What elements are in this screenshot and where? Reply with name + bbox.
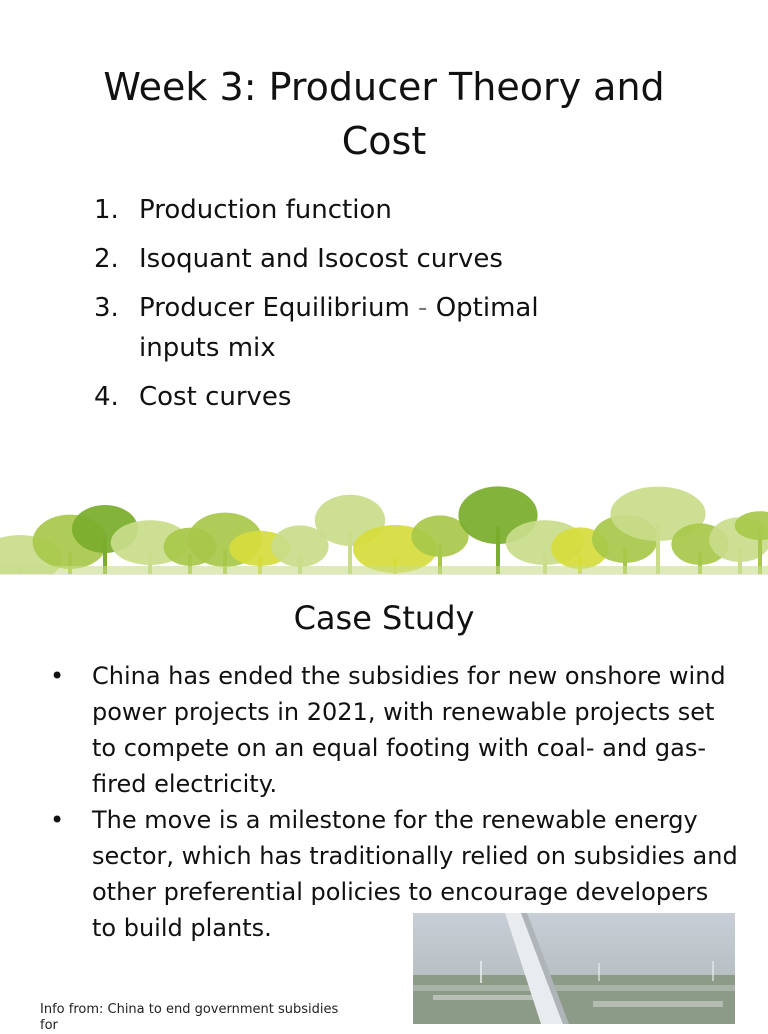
topic-number: 1. (94, 195, 119, 225)
topic-item (94, 190, 614, 230)
topic-text: Cost curves (139, 382, 292, 412)
topic-number: 2. (94, 244, 119, 274)
tree-banner-illustration (0, 478, 768, 575)
topic-text: Isoquant and Isocost curves (139, 244, 503, 274)
bullet-marker: • (50, 806, 65, 834)
topic-number: 4. (94, 382, 119, 412)
topic-item (94, 288, 614, 368)
topic-text: Production function (139, 195, 392, 225)
case-study-title: Case Study (293, 599, 475, 637)
topic-list (94, 190, 614, 426)
topic-item (94, 239, 614, 279)
case-study-bullets (48, 658, 738, 946)
topic-number: 3. (94, 293, 119, 323)
topic-text-part: Optimal inputs mix (139, 293, 539, 363)
bullet-item (48, 658, 738, 802)
slide-divider (0, 574, 768, 575)
topic-item (94, 377, 614, 417)
bullet-text: The move is a milestone for the renewable energy sector, which has traditionally relied on subsidies and other preferential policies to encourage developers to build plants. (92, 806, 738, 942)
bullet-text: China has ended the subsidies for new onshore wind power projects in 2021, with renewable projects set to compete on an equal footing with coal- and gas-fired electricity. (92, 662, 726, 798)
wind-turbine-photo (413, 913, 735, 1024)
topic-text (139, 288, 614, 368)
bullet-marker: • (50, 662, 65, 690)
topic-dash: - (409, 293, 436, 323)
slide-title: Week 3: Producer Theory and Cost (103, 65, 665, 163)
topic-text-part: Producer Equilibrium (139, 293, 410, 323)
source-note: Info from: China to end government subsidies for (40, 1002, 339, 1033)
